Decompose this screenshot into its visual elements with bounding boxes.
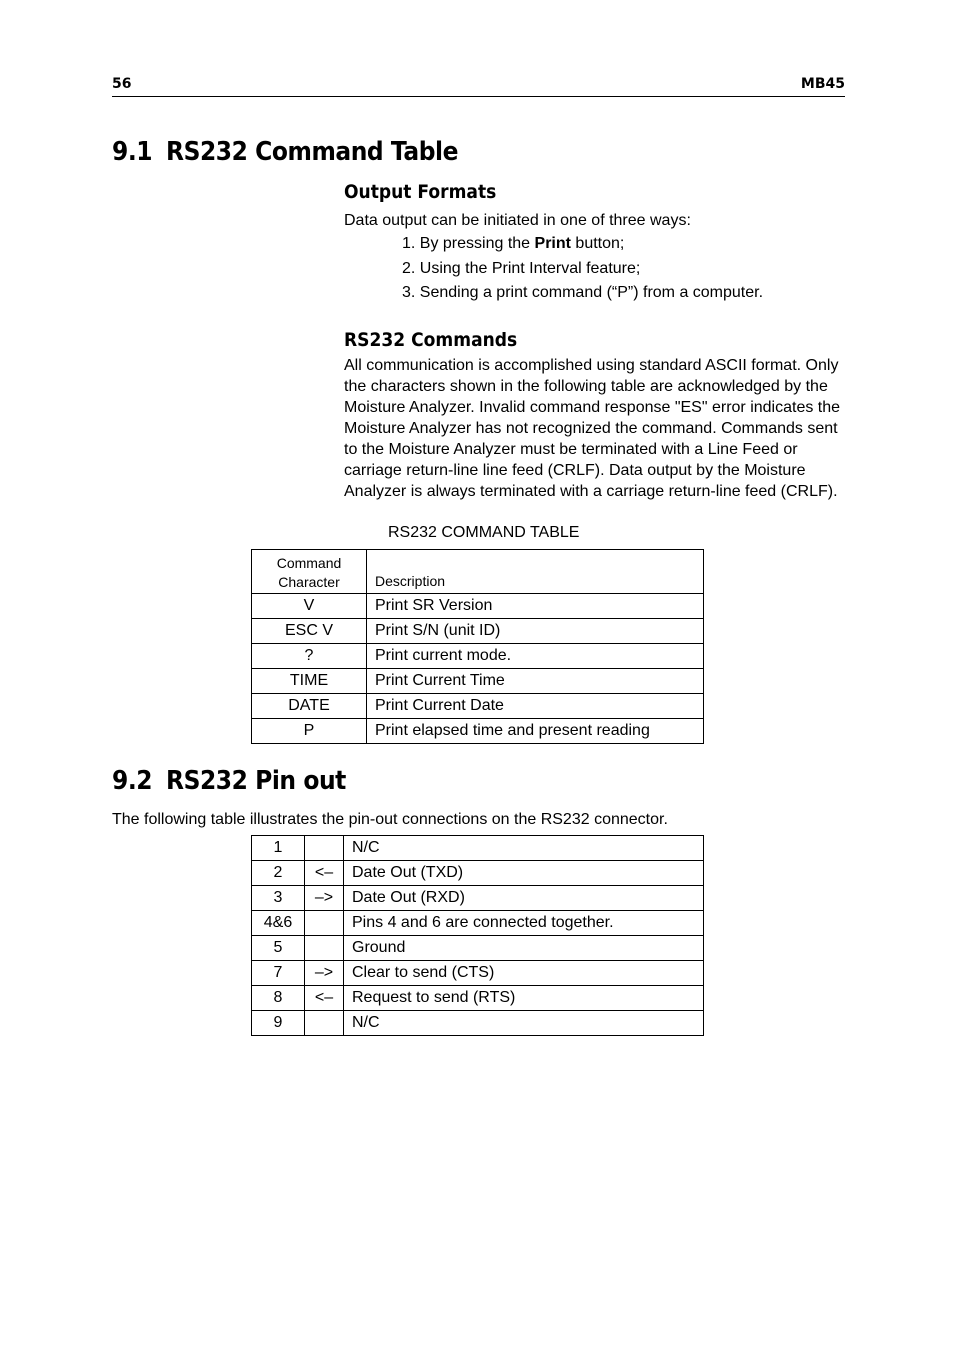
pin-cell: 2 (252, 861, 305, 886)
pin-cell: 9 (252, 1011, 305, 1036)
direction-cell: –> (305, 886, 344, 911)
pinout-intro: The following table illustrates the pin-out connections on the RS232 connector. (112, 811, 668, 828)
description-cell: Print current mode. (367, 644, 704, 669)
signal-cell: Date Out (TXD) (344, 861, 704, 886)
section-number: 9.1 (112, 137, 153, 167)
command-cell: V (252, 594, 367, 619)
table-row (252, 694, 704, 719)
pin-cell: 8 (252, 986, 305, 1011)
command-cell: DATE (252, 694, 367, 719)
table-row (252, 1011, 704, 1036)
signal-cell: Clear to send (CTS) (344, 961, 704, 986)
table-row (252, 986, 704, 1011)
signal-cell: Ground (344, 936, 704, 961)
signal-cell: Request to send (RTS) (344, 986, 704, 1011)
output-formats-heading: Output Formats (344, 181, 497, 203)
pin-cell: 4&6 (252, 911, 305, 936)
column-header-description: Description (367, 550, 704, 594)
command-cell: P (252, 719, 367, 744)
rs232-commands-paragraph: All communication is accomplished using standard ASCII format. Only the characters shown in the following table are acknowledged by the Moisture Analyzer. Invalid command response "ES" error indicates the Moisture Analyzer has not recognized the command. Commands sent to the Moisture Analyzer must be terminated with a Line Feed or carriage return-line line feed (CRLF). Data output by the Moisture Analyzer is always terminated with a carriage return-line feed (CRLF). (344, 357, 841, 500)
table-row (252, 619, 704, 644)
signal-cell: N/C (344, 836, 704, 861)
signal-cell: Pins 4 and 6 are connected together. (344, 911, 704, 936)
table-row (252, 836, 704, 861)
pin-cell: 5 (252, 936, 305, 961)
section-heading-9-2 (112, 766, 346, 796)
table-row (252, 961, 704, 986)
table-header-row (252, 550, 704, 594)
description-cell: Print Current Date (367, 694, 704, 719)
rs232-commands-heading: RS232 Commands (344, 329, 518, 351)
print-label: Print (534, 235, 571, 252)
section-heading-9-1 (112, 137, 458, 167)
list-item-print-interval: 2. Using the Print Interval feature; (402, 260, 641, 277)
table-row (252, 644, 704, 669)
section-number: 9.2 (112, 766, 153, 796)
command-cell: ? (252, 644, 367, 669)
table-row (252, 719, 704, 744)
pin-cell: 1 (252, 836, 305, 861)
table-row (252, 861, 704, 886)
page-number: 56 (112, 76, 132, 92)
table-row (252, 936, 704, 961)
description-cell: Print S/N (unit ID) (367, 619, 704, 644)
pinout-table (251, 835, 704, 1036)
direction-cell: <– (305, 861, 344, 886)
pin-cell: 3 (252, 886, 305, 911)
command-cell: TIME (252, 669, 367, 694)
direction-cell (305, 911, 344, 936)
model-name: MB45 (800, 76, 845, 92)
direction-cell (305, 836, 344, 861)
signal-cell: N/C (344, 1011, 704, 1036)
section-title: RS232 Pin out (166, 766, 346, 796)
table-row (252, 594, 704, 619)
direction-cell: <– (305, 986, 344, 1011)
output-formats-intro: Data output can be initiated in one of three ways: (344, 212, 691, 229)
direction-cell (305, 936, 344, 961)
description-cell: Print elapsed time and present reading (367, 719, 704, 744)
description-cell: Print Current Time (367, 669, 704, 694)
signal-cell: Date Out (RXD) (344, 886, 704, 911)
section-title: RS232 Command Table (166, 137, 459, 167)
command-table (251, 549, 704, 744)
command-cell: ESC V (252, 619, 367, 644)
table-row (252, 911, 704, 936)
list-item-print-button: 1. By pressing the Print button; (402, 235, 625, 252)
direction-cell (305, 1011, 344, 1036)
column-header-command: Command Character (252, 550, 367, 594)
description-cell: Print SR Version (367, 594, 704, 619)
page-header (112, 76, 845, 97)
table-row (252, 886, 704, 911)
list-item-print-command: 3. Sending a print command (“P”) from a computer. (402, 284, 764, 301)
table-row (252, 669, 704, 694)
pin-cell: 7 (252, 961, 305, 986)
direction-cell: –> (305, 961, 344, 986)
table-caption: RS232 COMMAND TABLE (388, 524, 580, 541)
